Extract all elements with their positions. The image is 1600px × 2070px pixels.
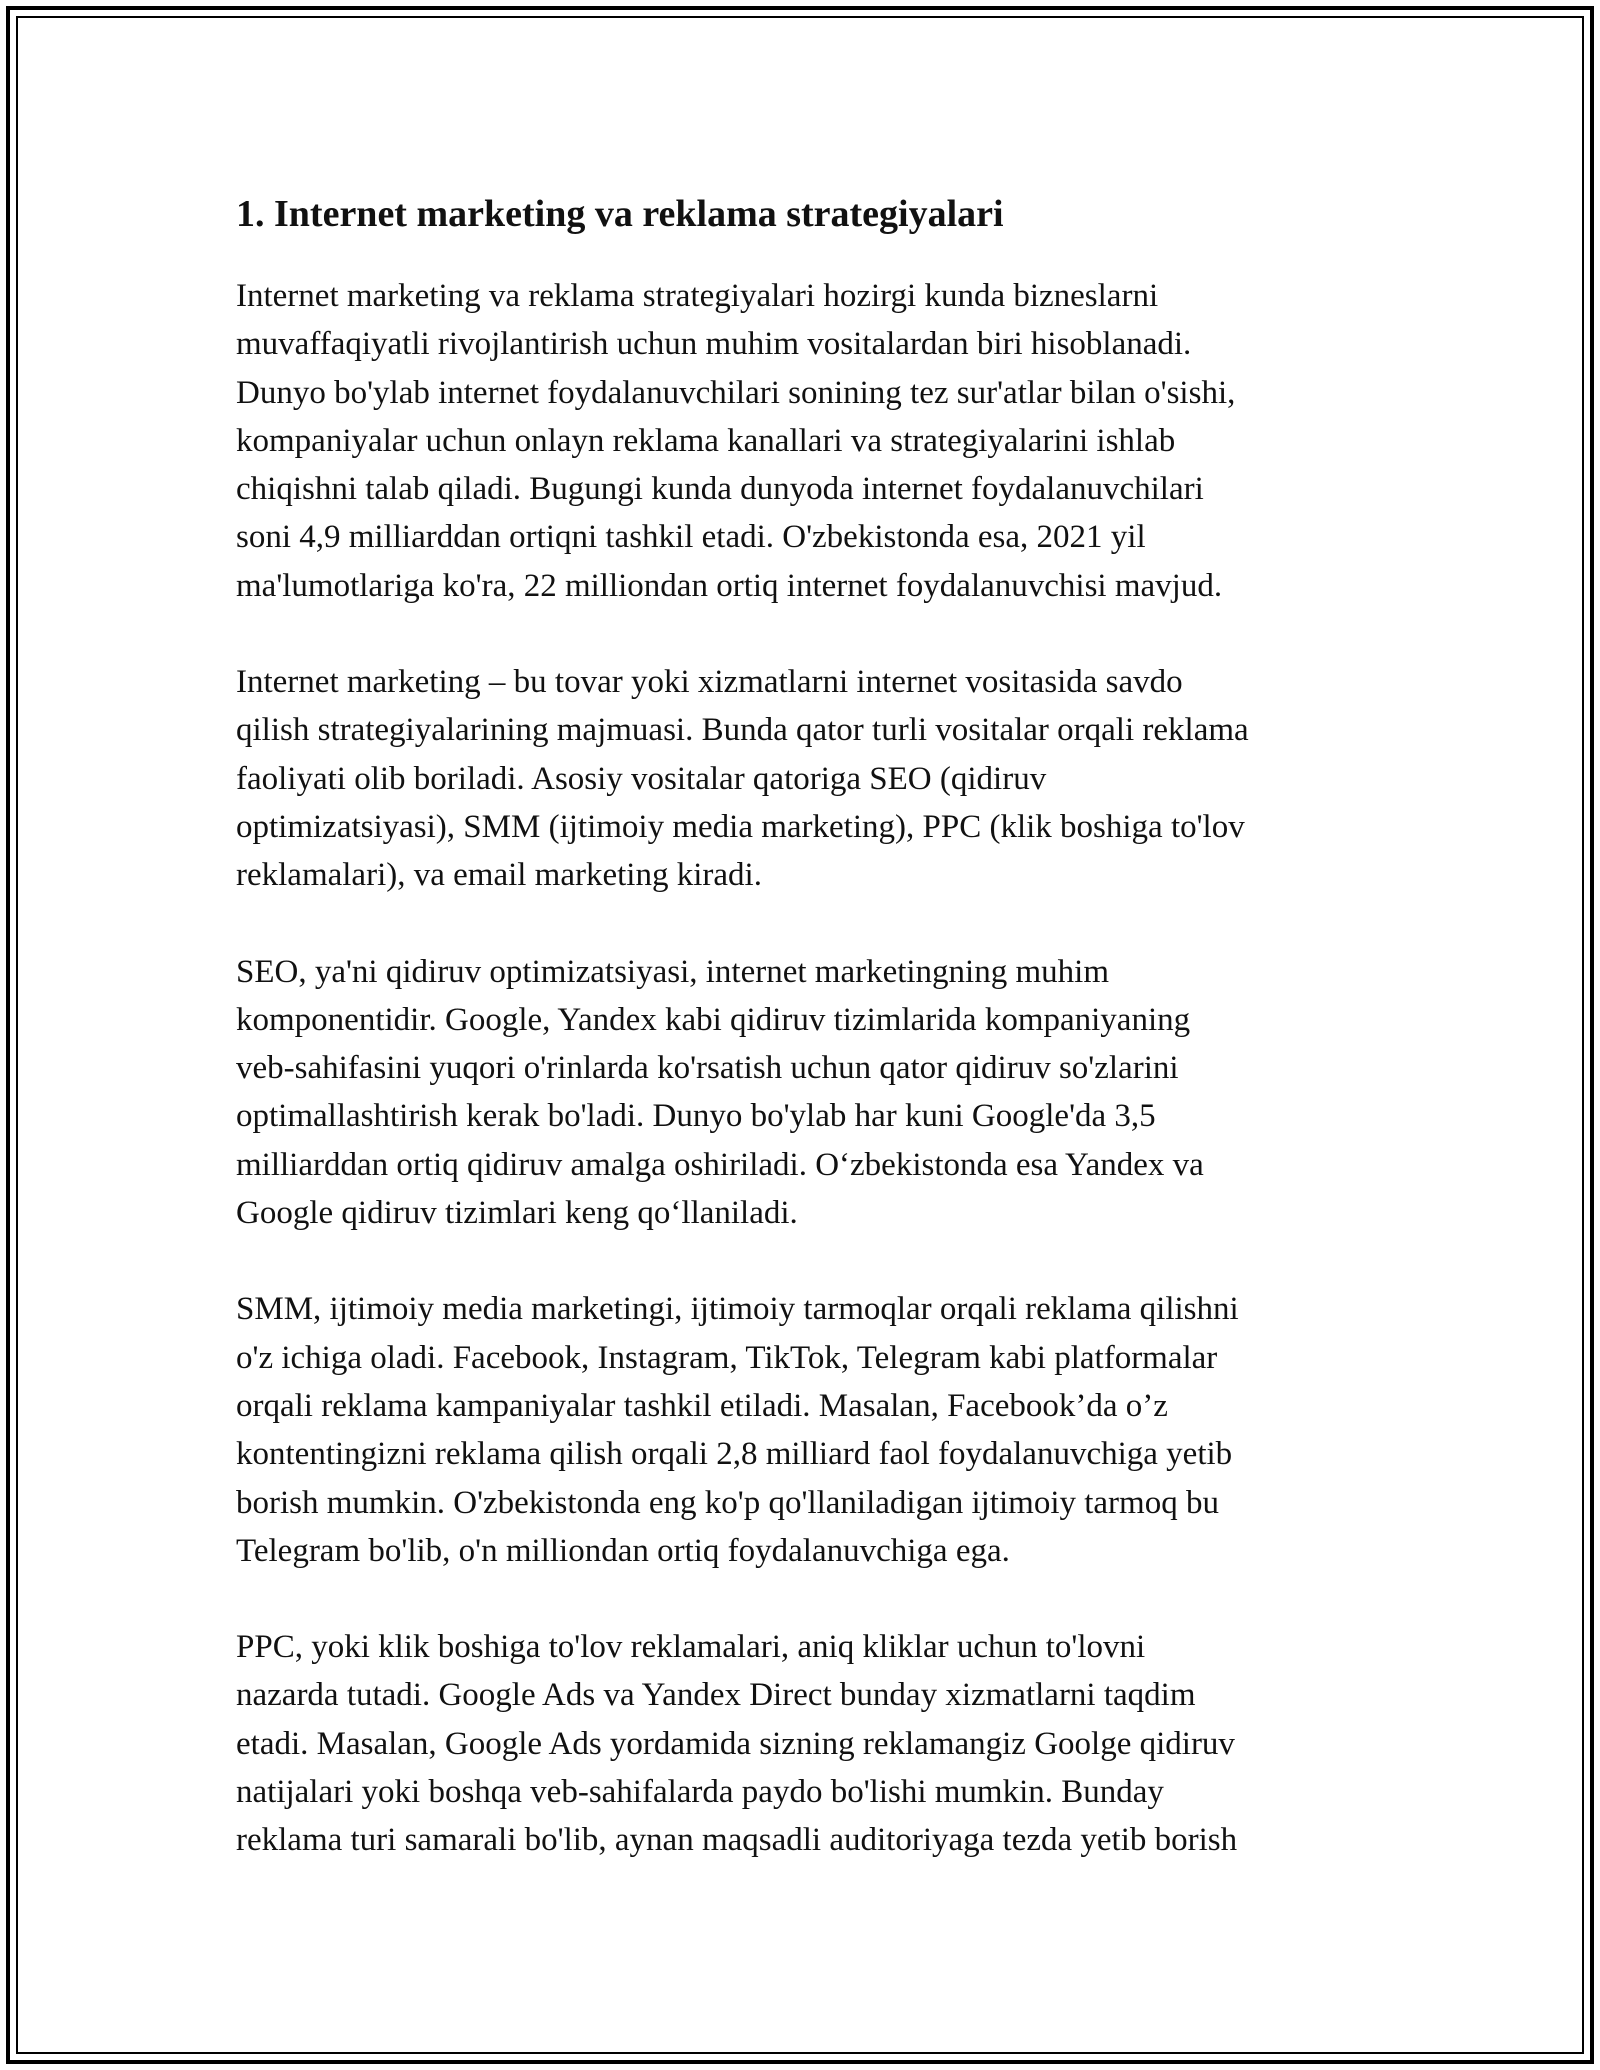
paragraph-internet-marketing: Internet marketing – bu tovar yoki xizmatlarni internet vositasida savdo qilish strategiyalarining majmuasi. Bunda qator turli vositalar orqali reklama faoliyati olib boriladi. Asosiy vositalar qatoriga SEO (qidiruv optimizatsiyasi), SMM (ijtimoiy media marketing), PPC (klik boshiga to'lov reklamalari), va email marketing kiradi. [236, 664, 1249, 894]
section-heading: 1. Internet marketing va reklama strategiyalari [236, 193, 1004, 235]
paragraph-seo: SEO, ya'ni qidiruv optimizatsiyasi, internet marketingning muhim komponentidir. Google, Yandex kabi qidiruv tizimlarida kompaniyaning veb-sahifasini yuqori o'rinlarda ko'rsatish uchun qator qidiruv so'zlarini optimallashtirish kerak bo'ladi. Dunyo bo'ylab har kuni Google'da 3,5 milliarddan ortiq qidiruv amalga oshiriladi. O‘zbekistonda esa Yandex va Google qidiruv tizimlari keng qo‘llaniladi. [236, 953, 1204, 1232]
paragraph-intro: Internet marketing va reklama strategiyalari hozirgi kunda bizneslarni muvaffaqiyatli rivojlantirish uchun muhim vositalardan biri hisoblanadi. Dunyo bo'ylab internet foydalanuvchilari sonining tez sur'atlar bilan o'sishi, kompaniyalar uchun onlayn reklama kanallari va strategiyalarini ishlab chiqishni talab qiladi. Bugungi kunda dunyoda internet foydalanuvchilari soni 4,9 milliarddan ortiqni tashkil etadi. O'zbekistonda esa, 2021 yil ma'lumotlariga ko'ra, 22 milliondan ortiq internet foydalanuvchisi mavjud. [236, 278, 1236, 604]
document-body [236, 186, 1376, 1913]
paragraph-ppc: PPC, yoki klik boshiga to'lov reklamalari, aniq kliklar uchun to'lovni nazarda tutadi. Google Ads va Yandex Direct bunday xizmatlarni taqdim etadi. Masalan, Google Ads yordamida sizning reklamangiz Goolge qidiruv natijalari yoki boshqa veb-sahifalarda paydo bo'lishi mumkin. Bunday reklama turi samarali bo'lib, aynan maqsadli auditoriyaga tezda yetib borish [236, 1629, 1238, 1859]
paragraph-smm: SMM, ijtimoiy media marketingi, ijtimoiy tarmoqlar orqali reklama qilishni o'z ichiga oladi. Facebook, Instagram, TikTok, Telegram kabi platformalar orqali reklama kampaniyalar tashkil etiladi. Masalan, Facebook’da o’z kontentingizni reklama qilish orqali 2,8 milliard faol foydalanuvchiga yetib borish mumkin. O'zbekistonda eng ko'p qo'llaniladigan ijtimoiy tarmoq bu Telegram bo'lib, o'n milliondan ortiq foydalanuvchiga ega. [236, 1291, 1239, 1569]
